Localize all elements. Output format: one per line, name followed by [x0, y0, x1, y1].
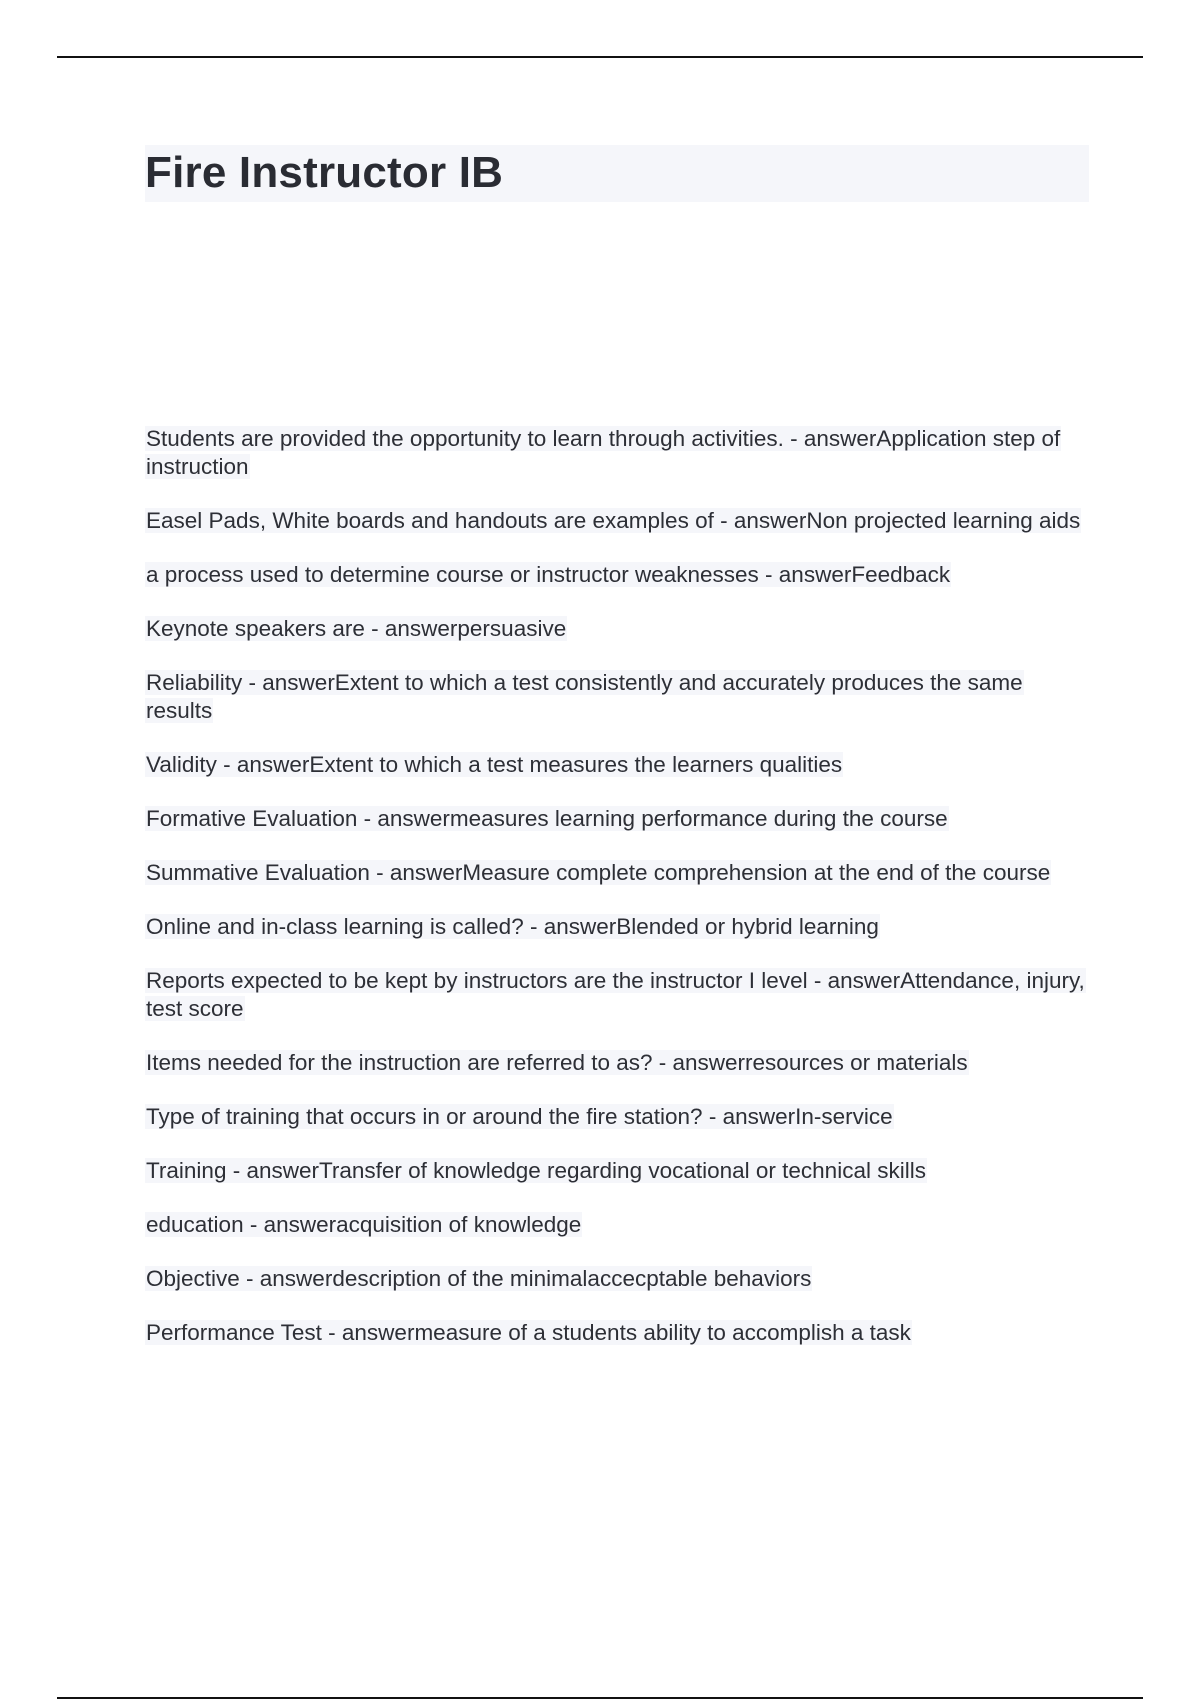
- qa-item: [145, 1049, 1095, 1077]
- qa-text: Items needed for the instruction are referred to as? - answerresources or materials: [146, 1050, 968, 1075]
- qa-item: [145, 967, 1095, 1023]
- qa-item: [145, 615, 1095, 643]
- qa-text: Keynote speakers are - answerpersuasive: [146, 616, 567, 641]
- qa-item: [145, 1319, 1095, 1347]
- qa-item: [145, 1103, 1095, 1131]
- qa-text: a process used to determine course or instructor weaknesses - answerFeedback: [146, 562, 951, 587]
- qa-text: Validity - answerExtent to which a test measures the learners qualities: [146, 752, 843, 777]
- qa-text: Reports expected to be kept by instructors are the instructor I level - answerAttendance, injury, test score: [146, 968, 1085, 1021]
- qa-text: Online and in-class learning is called? - answerBlended or hybrid learning: [146, 914, 879, 939]
- qa-text: Reliability - answerExtent to which a test consistently and accurately produces the same results: [146, 670, 1023, 723]
- qa-item: [145, 669, 1095, 725]
- qa-text: Summative Evaluation - answerMeasure complete comprehension at the end of the course: [146, 860, 1051, 885]
- qa-item: [145, 751, 1095, 779]
- qa-item: [145, 1211, 1095, 1239]
- qa-item: [145, 1157, 1095, 1185]
- qa-list: [145, 425, 1095, 1373]
- qa-item: [145, 913, 1095, 941]
- qa-text: Formative Evaluation - answermeasures learning performance during the course: [146, 806, 948, 831]
- qa-item: [145, 507, 1095, 535]
- footer-rule: [57, 1697, 1143, 1699]
- qa-item: [145, 859, 1095, 887]
- qa-text: Type of training that occurs in or around the fire station? - answerIn-service: [146, 1104, 893, 1129]
- page-title: Fire Instructor IB: [145, 148, 504, 197]
- qa-text: Students are provided the opportunity to learn through activities. - answerApplication step of instruction: [146, 426, 1061, 479]
- qa-text: Objective - answerdescription of the minimalaccecptable behaviors: [146, 1266, 812, 1291]
- qa-item: [145, 561, 1095, 589]
- qa-text: Easel Pads, White boards and handouts are examples of - answerNon projected learning aids: [146, 508, 1081, 533]
- qa-item: [145, 425, 1095, 481]
- qa-text: Training - answerTransfer of knowledge regarding vocational or technical skills: [146, 1158, 926, 1183]
- qa-item: [145, 805, 1095, 833]
- qa-text: education - answeracquisition of knowledge: [146, 1212, 582, 1237]
- qa-item: [145, 1265, 1095, 1293]
- header-rule: [57, 56, 1143, 58]
- qa-text: Performance Test - answermeasure of a students ability to accomplish a task: [146, 1320, 911, 1345]
